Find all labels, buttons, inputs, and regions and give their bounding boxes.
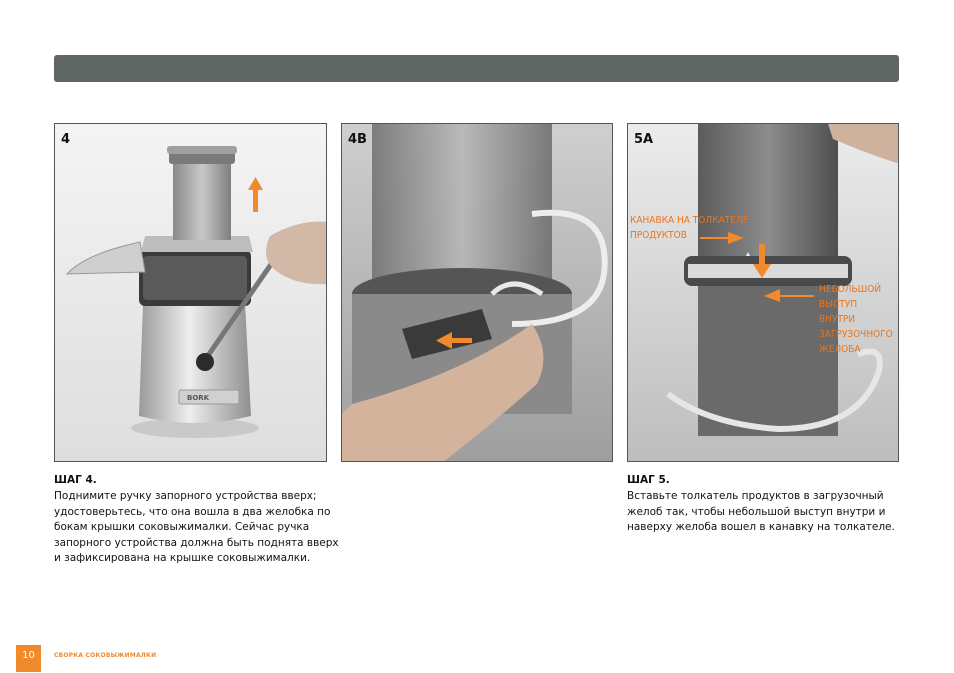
panel-4-image [54, 123, 327, 462]
callout-chute-ledge: НЕБОЛЬШОЙ ВЫСТУП ВНУТРИ ЗАГРУЗОЧНОГО ЖЕЛОБА [819, 284, 893, 355]
page-number-badge: 10 [16, 645, 41, 672]
step-4-title: ШАГ 4. [54, 474, 97, 486]
step-5-line: наверху желоба вошел в канавку на толкателе. [627, 521, 895, 533]
bork-logo: BORK [187, 394, 210, 402]
step-4-line: удостоверьтесь, что она вошла в два желобка по [54, 505, 331, 518]
panel-4-label: 4 [61, 132, 71, 147]
panel-5a-label: 5A [634, 132, 654, 147]
step-4-line: запорного устройства должна быть поднята вверх [54, 536, 339, 549]
juicer-lever-photo [55, 124, 327, 462]
panel-4b-image [341, 123, 613, 462]
step-5-line: желоб так, чтобы небольшой выступ внутри и [627, 505, 886, 518]
step-4-line: Поднимите ручку запорного устройства вверх; [54, 490, 317, 502]
step-4-line: бокам крышки соковыжималки. Сейчас ручка [54, 521, 310, 533]
footer-section-title: СБОРКА СОКОВЫЖИМАЛКИ [54, 652, 157, 659]
lock-handle-photo [342, 124, 613, 462]
callout-pusher-groove: КАНАВКА НА ТОЛКАТЕЛЕ ПРОДУКТОВ [630, 215, 749, 241]
step-4-text [54, 489, 344, 567]
step-4-line: и зафиксирована на крышке соковыжималки. [54, 552, 311, 564]
step-5-line: Вставьте толкатель продуктов в загрузочный [627, 490, 884, 502]
step-5-text [627, 489, 907, 536]
header-bar [54, 55, 899, 82]
step-5-title: ШАГ 5. [627, 474, 670, 486]
panel-5a-image [627, 123, 899, 462]
panel-4b-label: 4B [348, 132, 367, 147]
